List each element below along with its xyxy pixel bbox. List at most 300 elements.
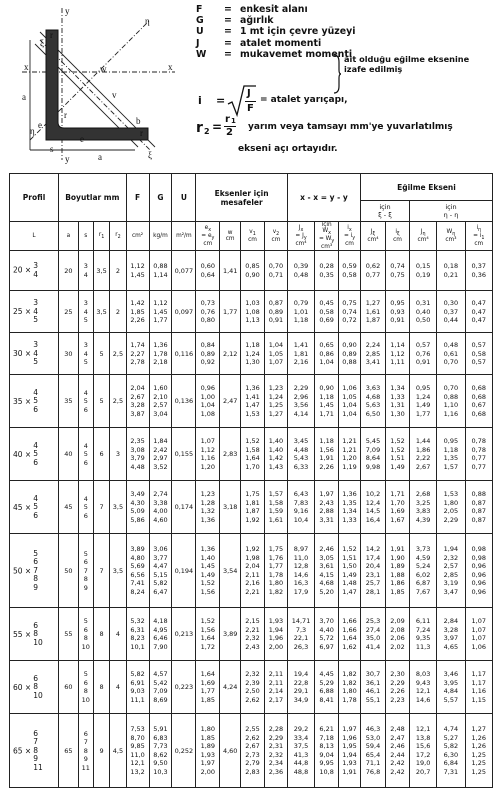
cell-e: 1,07 1,12 1,16 1,20 bbox=[196, 428, 220, 481]
cell-Wx: 0,65 0,86 1,04 bbox=[315, 333, 339, 375]
header-xx-yy: x - x = y - y bbox=[287, 174, 360, 222]
cell-r1: 3,5 bbox=[93, 291, 109, 333]
cell-e: 1,36 1,40 1,45 1,49 1,52 1,56 bbox=[196, 534, 220, 608]
cell-v2: 1,40 1,40 1,42 1,43 bbox=[265, 428, 288, 481]
cell-a: 45 bbox=[59, 481, 79, 534]
diagram-label: a bbox=[98, 152, 102, 162]
cell-Wx: 1,18 1,56 1,91 2,26 bbox=[315, 428, 339, 481]
cell-v1: 2,32 2,39 2,50 2,62 bbox=[241, 661, 265, 714]
cell-v1: 1,18 1,24 1,30 bbox=[241, 333, 265, 375]
cell-Wx: 0,28 0,35 bbox=[315, 251, 339, 291]
diagram-label: ξ bbox=[148, 150, 153, 160]
cell-v2: 2,28 2,29 2,31 2,32 2,34 2,36 bbox=[265, 714, 288, 788]
cell-ieta: 1,07 1,07 1,07 1,06 bbox=[465, 608, 492, 661]
cell-w: 2,12 bbox=[220, 333, 241, 375]
cell-w: 4,24 bbox=[220, 661, 241, 714]
cell-s: 4 5 6 bbox=[78, 481, 93, 534]
cell-ixi: 0,95 0,93 0,91 bbox=[386, 291, 410, 333]
cell-v2: 2,11 2,11 2,14 2,17 bbox=[265, 661, 288, 714]
cell-Wx: 0,45 0,58 0,69 bbox=[315, 291, 339, 333]
r2-formula: r 2 = r 1 2 yarım veya tamsayı mm'ye yuvarlatılmış bbox=[196, 114, 453, 138]
cell-U: 0,213 bbox=[172, 608, 196, 661]
profile-table bbox=[9, 173, 493, 788]
cell-G: 4,18 4,95 6,46 7,90 bbox=[149, 608, 172, 661]
profile-thickness-list: 3 4 5 bbox=[33, 340, 38, 367]
cell-ix: 1,52 1,51 1,50 1,49 1,48 1,47 bbox=[339, 534, 361, 608]
cell-w: 3,89 bbox=[220, 608, 241, 661]
r2-note: yarım veya tamsayı mm'ye yuvarlatılmış bbox=[248, 122, 453, 132]
cell-Jeta: 12,1 13,8 15,6 17,2 19,0 20,7 bbox=[409, 714, 436, 788]
legend-symbol: U bbox=[196, 26, 204, 38]
cell-F: 1,42 1,85 2,26 bbox=[126, 291, 149, 333]
cell-s: 6 7 8 9 11 bbox=[78, 714, 93, 788]
cell-Jx: 2,29 2,96 3,56 4,14 bbox=[287, 375, 314, 428]
profile-label: 30 × bbox=[13, 348, 32, 358]
legend-row: W = mukavemet momenti bbox=[196, 48, 353, 60]
cell-ieta: 1,17 1,17 1,16 1,15 bbox=[465, 661, 492, 714]
cell-Jx: 29,2 33,4 37,5 41,3 44,8 48,8 bbox=[287, 714, 314, 788]
diagram-label: r bbox=[140, 128, 143, 138]
diagram-label: a bbox=[22, 92, 26, 102]
profile-label: 50 × bbox=[13, 565, 32, 575]
cell-ixi: 1,34 1,33 1,31 1,30 bbox=[386, 375, 410, 428]
profile-label: 65 × bbox=[13, 745, 32, 755]
profile-thickness-list: 4 5 6 bbox=[33, 387, 38, 414]
header-egilme: Eğilme Ekseni bbox=[360, 174, 492, 201]
cell-Jeta: 0,31 0,40 0,50 bbox=[409, 291, 436, 333]
cell-F: 1,12 1,45 bbox=[126, 251, 149, 291]
cell-e: 1,64 1,69 1,77 1,85 bbox=[196, 661, 220, 714]
header-L: L bbox=[10, 222, 59, 251]
cell-ieta: 1,27 1,26 1,26 1,25 1,25 1,25 bbox=[465, 714, 492, 788]
cell-v2: 1,04 1,05 1,07 bbox=[265, 333, 288, 375]
legend-symbol: J bbox=[196, 37, 200, 49]
cell-U: 0,136 bbox=[172, 375, 196, 428]
cell-Weta: 0,30 0,37 0,44 bbox=[437, 291, 465, 333]
cell-Jxi: 5,45 7,09 8,64 9,98 bbox=[360, 428, 385, 481]
diagram-label: b bbox=[136, 116, 141, 126]
cell-s: 5 6 7 8 9 bbox=[78, 534, 93, 608]
cell-Weta: 2,84 3,28 3,97 4,65 bbox=[437, 608, 465, 661]
header-Jxi: $J_\xi$ cm⁴ bbox=[360, 222, 385, 251]
legend-row: F = enkesit alanı bbox=[196, 4, 308, 15]
cell-ixi: 2,30 2,29 2,26 2,23 bbox=[386, 661, 410, 714]
cell-r1: 5 bbox=[93, 375, 109, 428]
cell-Jeta: 6,11 7,24 9,35 11,3 bbox=[409, 608, 436, 661]
legend-row: J = atalet momenti bbox=[196, 37, 322, 49]
cell-Wx: 2,46 3,05 3,61 4,15 4,68 5,20 bbox=[315, 534, 339, 608]
cell-a: 30 bbox=[59, 333, 79, 375]
cell-U: 0,155 bbox=[172, 428, 196, 481]
cell-r1: 7 bbox=[93, 534, 109, 608]
cell-s: 3 4 5 bbox=[78, 291, 93, 333]
cell-profil bbox=[10, 291, 59, 333]
diagram-label: x bbox=[24, 62, 29, 72]
table-body bbox=[10, 251, 493, 788]
cell-G: 1,36 1,78 2,18 bbox=[149, 333, 172, 375]
cell-s: 4 5 6 bbox=[78, 375, 93, 428]
cell-ix: 1,21 1,21 1,20 1,19 bbox=[339, 428, 361, 481]
legend-row: G = ağırlık bbox=[196, 15, 274, 27]
cell-Jxi: 2,24 2,85 3,41 bbox=[360, 333, 385, 375]
cell-v2: 0,87 0,89 0,91 bbox=[265, 291, 288, 333]
cell-Jeta: 1,44 1,86 2,22 2,67 bbox=[409, 428, 436, 481]
cell-profil bbox=[10, 608, 59, 661]
cell-v1: 1,52 1,58 1,64 1,70 bbox=[241, 428, 265, 481]
legend-text: mukavemet momenti bbox=[240, 48, 353, 60]
header-U: U bbox=[172, 174, 196, 222]
cell-v2: 1,23 1,24 1,25 1,27 bbox=[265, 375, 288, 428]
cell-Jeta: 0,57 0,76 0,91 bbox=[409, 333, 436, 375]
cell-Weta: 0,18 0,21 bbox=[437, 251, 465, 291]
cell-Wx: 0,90 1,18 1,45 1,71 bbox=[315, 375, 339, 428]
header-r1: $r_1$ bbox=[93, 222, 109, 251]
cell-v1: 1,75 1,81 1,87 1,92 bbox=[241, 481, 265, 534]
table-row bbox=[10, 291, 493, 333]
diagram-label: e bbox=[80, 134, 84, 144]
diagram-label: y bbox=[65, 154, 70, 164]
cell-ixi: 1,14 1,12 1,11 bbox=[386, 333, 410, 375]
legend-symbol: W bbox=[196, 48, 207, 60]
cell-s: 4 5 6 bbox=[78, 428, 93, 481]
cell-e: 0,60 0,64 bbox=[196, 251, 220, 291]
cell-a: 60 bbox=[59, 661, 79, 714]
cell-ix: 1,97 1,96 1,95 1,94 1,93 1,91 bbox=[339, 714, 361, 788]
cell-ieta: 0,47 0,47 0,47 bbox=[465, 291, 492, 333]
header-e: $e_x$ = $e_y$ cm bbox=[196, 222, 220, 251]
header-Weta: $W_\eta$ cm³ bbox=[437, 222, 465, 251]
cell-ieta: 0,68 0,68 0,67 0,68 bbox=[465, 375, 492, 428]
cell-G: 5,91 6,83 7,73 8,62 9,50 10,3 bbox=[149, 714, 172, 788]
diagram-label: ξ bbox=[40, 38, 45, 48]
cell-U: 0,252 bbox=[172, 714, 196, 788]
cell-profil bbox=[10, 661, 59, 714]
header-Jeta: $J_\eta$ cm⁴ bbox=[409, 222, 436, 251]
cell-e: 1,80 1,85 1,89 1,93 1,97 2,00 bbox=[196, 714, 220, 788]
cell-ixi: 1,52 1,52 1,51 1,49 bbox=[386, 428, 410, 481]
fraction-line bbox=[245, 101, 256, 102]
cell-v1: 2,15 2,21 2,32 2,43 bbox=[241, 608, 265, 661]
profile-label: 45 × bbox=[13, 502, 32, 512]
cell-profil bbox=[10, 333, 59, 375]
cell-Wx: 4,45 5,29 6,88 8,41 bbox=[315, 661, 339, 714]
cell-G: 3,06 3,77 4,47 5,15 5,82 6,47 bbox=[149, 534, 172, 608]
cell-G: 1,84 2,42 2,97 3,52 bbox=[149, 428, 172, 481]
l-section-shape bbox=[46, 30, 148, 140]
cell-v1: 1,03 1,08 1,13 bbox=[241, 291, 265, 333]
diagram-label: w bbox=[100, 64, 107, 74]
cell-v1: 0,85 0,90 bbox=[241, 251, 265, 291]
cell-Weta: 4,74 5,27 5,82 6,30 6,84 7,31 bbox=[437, 714, 465, 788]
cell-r2: 2,5 bbox=[110, 375, 126, 428]
cell-Jx: 19,4 22,8 29,1 34,9 bbox=[287, 661, 314, 714]
cell-U: 0,116 bbox=[172, 333, 196, 375]
cell-Jeta: 2,68 3,25 3,83 4,39 bbox=[409, 481, 436, 534]
cell-e: 0,84 0,89 0,92 bbox=[196, 333, 220, 375]
profile-thickness-list: 6 8 10 bbox=[33, 620, 43, 647]
legend-text: ağırlık bbox=[240, 15, 274, 27]
cell-F: 5,82 6,91 9,03 11,1 bbox=[126, 661, 149, 714]
cell-r1: 3,5 bbox=[93, 251, 109, 291]
cell-Jx: 8,97 11,0 12,8 14,6 16,3 17,9 bbox=[287, 534, 314, 608]
cell-profil bbox=[10, 428, 59, 481]
cell-U: 0,077 bbox=[172, 251, 196, 291]
header-Wx: için $W_x$ = $W_y$ cm³ bbox=[315, 222, 339, 251]
header-w: w cm bbox=[220, 222, 241, 251]
cell-ieta: 0,98 0,98 0,96 0,96 0,96 0,96 bbox=[465, 534, 492, 608]
cell-profil bbox=[10, 714, 59, 788]
header-eksenler: Eksenler için mesafeler bbox=[196, 174, 288, 222]
legend-text: atalet momenti bbox=[240, 37, 322, 49]
cell-U: 0,223 bbox=[172, 661, 196, 714]
profile-label: 60 × bbox=[13, 682, 32, 692]
cell-w: 4,60 bbox=[220, 714, 241, 788]
cell-F: 2,04 2,67 3,28 3,87 bbox=[126, 375, 149, 428]
cell-Jxi: 46,3 53,0 59,4 65,4 71,1 76,8 bbox=[360, 714, 385, 788]
header-r2: $r_2$ bbox=[110, 222, 126, 251]
legend-list bbox=[196, 4, 496, 60]
cell-Jx: 1,41 1,81 2,16 bbox=[287, 333, 314, 375]
cell-F: 7,53 8,70 9,85 11,0 12,1 13,2 bbox=[126, 714, 149, 788]
cell-ix: 1,66 1,66 1,64 1,62 bbox=[339, 608, 361, 661]
cell-r2: 4 bbox=[110, 661, 126, 714]
cell-Jxi: 0,62 0,77 bbox=[360, 251, 385, 291]
cell-U: 0,174 bbox=[172, 481, 196, 534]
cell-Weta: 0,48 0,61 0,70 bbox=[437, 333, 465, 375]
profile-label: 40 × bbox=[13, 449, 32, 459]
profile-thickness-list: 6 7 8 9 11 bbox=[33, 728, 43, 772]
cell-e: 1,23 1,28 1,32 1,36 bbox=[196, 481, 220, 534]
cell-profil bbox=[10, 481, 59, 534]
cell-r1: 6 bbox=[93, 428, 109, 481]
header-Jx: $J_x$ = $J_y$ cm⁴ bbox=[287, 222, 314, 251]
cell-a: 40 bbox=[59, 428, 79, 481]
diagram-label: r bbox=[64, 110, 67, 120]
cell-U: 0,097 bbox=[172, 291, 196, 333]
table-row bbox=[10, 333, 493, 375]
cell-ix: 0,75 0,74 0,72 bbox=[339, 291, 361, 333]
cell-w: 3,54 bbox=[220, 534, 241, 608]
cell-Jxi: 14,2 17,4 20,4 23,1 25,7 28,1 bbox=[360, 534, 385, 608]
cell-Wx: 1,97 2,43 2,88 3,31 bbox=[315, 481, 339, 534]
cell-ix: 1,06 1,05 1,04 1,04 bbox=[339, 375, 361, 428]
angle-profile-diagram bbox=[0, 0, 196, 168]
header-profil: Profil bbox=[10, 174, 59, 222]
legend-symbol: G bbox=[196, 15, 204, 27]
diagram-label: x bbox=[168, 62, 173, 72]
cell-r2: 4 bbox=[110, 608, 126, 661]
diagram-label: s bbox=[50, 144, 54, 154]
header-F: F bbox=[126, 174, 149, 222]
header-unit-F: cm² bbox=[126, 222, 149, 251]
cell-Jx: 6,43 7,83 9,16 10,4 bbox=[287, 481, 314, 534]
cell-r1: 8 bbox=[93, 608, 109, 661]
cell-r2: 3 bbox=[110, 428, 126, 481]
cell-v1: 1,36 1,41 1,47 1,53 bbox=[241, 375, 265, 428]
cell-v1: 1,92 1,98 2,04 2,11 2,16 2,21 bbox=[241, 534, 265, 608]
cell-r1: 9 bbox=[93, 714, 109, 788]
header-s: s bbox=[78, 222, 93, 251]
cell-w: 1,77 bbox=[220, 291, 241, 333]
header-v1: $v_1$ cm bbox=[241, 222, 265, 251]
cell-Jx: 3,45 4,48 5,43 6,33 bbox=[287, 428, 314, 481]
cell-Jxi: 30,7 36,1 46,1 55,1 bbox=[360, 661, 385, 714]
header-unit-U: m²/m bbox=[172, 222, 196, 251]
cell-e: 1,52 1,56 1,64 1,72 bbox=[196, 608, 220, 661]
legend-text: 1 mt için çevre yüzeyi bbox=[240, 26, 356, 38]
cell-r2: 2 bbox=[110, 291, 126, 333]
cell-Jx: 0,79 1,01 1,18 bbox=[287, 291, 314, 333]
cell-ix: 1,36 1,35 1,34 1,33 bbox=[339, 481, 361, 534]
cell-r2: 4,5 bbox=[110, 714, 126, 788]
cell-Jeta: 8,03 9,43 12,1 14,6 bbox=[409, 661, 436, 714]
diagram-label: r bbox=[50, 30, 53, 40]
cell-ixi: 2,48 2,47 2,46 2,44 2,42 2,42 bbox=[386, 714, 410, 788]
profile-label: 20 × bbox=[13, 265, 32, 275]
legend-row: U = 1 mt için çevre yüzeyi bbox=[196, 26, 356, 38]
cell-w: 2,47 bbox=[220, 375, 241, 428]
table-row bbox=[10, 534, 493, 608]
table-row bbox=[10, 661, 493, 714]
diagram-label: v bbox=[112, 90, 117, 100]
cell-a: 35 bbox=[59, 375, 79, 428]
radius-formula: i = J F = atalet yarıçapı, bbox=[196, 84, 351, 118]
cell-ieta: 0,88 0,87 0,87 0,87 bbox=[465, 481, 492, 534]
cell-Weta: 0,95 1,18 1,35 1,57 bbox=[437, 428, 465, 481]
cell-Weta: 1,53 1,80 2,05 2,29 bbox=[437, 481, 465, 534]
table-row bbox=[10, 251, 493, 291]
cell-w: 2,83 bbox=[220, 428, 241, 481]
header-boyutlar: Boyutlar mm bbox=[59, 174, 127, 222]
cell-ixi: 1,71 1,70 1,69 1,67 bbox=[386, 481, 410, 534]
ekseni-note: ekseni açı ortayıdır. bbox=[238, 144, 338, 154]
cell-Jx: 0,39 0,48 bbox=[287, 251, 314, 291]
table-row bbox=[10, 481, 493, 534]
diagram-label: e bbox=[38, 120, 42, 130]
cell-profil bbox=[10, 251, 59, 291]
cell-a: 65 bbox=[59, 714, 79, 788]
cell-F: 3,49 4,30 5,09 5,86 bbox=[126, 481, 149, 534]
cell-ieta: 0,37 0,36 bbox=[465, 251, 492, 291]
cell-G: 1,60 2,10 2,57 3,04 bbox=[149, 375, 172, 428]
cell-Weta: 3,46 3,95 4,84 5,57 bbox=[437, 661, 465, 714]
cell-Jxi: 3,63 4,68 5,63 6,50 bbox=[360, 375, 385, 428]
cell-Jxi: 25,3 27,4 35,0 41,4 bbox=[360, 608, 385, 661]
cell-e: 0,73 0,76 0,80 bbox=[196, 291, 220, 333]
cell-s: 3 4 5 bbox=[78, 333, 93, 375]
cell-Jeta: 0,95 1,24 1,49 1,77 bbox=[409, 375, 436, 428]
cell-F: 2,35 3,08 3,79 4,48 bbox=[126, 428, 149, 481]
cell-Weta: 0,70 0,88 1,10 1,16 bbox=[437, 375, 465, 428]
cell-v2: 1,93 1,94 1,96 2,00 bbox=[265, 608, 288, 661]
cell-ieta: 0,78 0,78 0,77 0,77 bbox=[465, 428, 492, 481]
profile-label: 35 × bbox=[13, 396, 32, 406]
cell-v2: 0,70 0,71 bbox=[265, 251, 288, 291]
cell-Jeta: 0,15 0,19 bbox=[409, 251, 436, 291]
diagram-label: η bbox=[30, 126, 35, 136]
cell-w: 1,41 bbox=[220, 251, 241, 291]
cell-r2: 2,5 bbox=[110, 333, 126, 375]
cell-ieta: 0,57 0,58 0,57 bbox=[465, 333, 492, 375]
cell-ixi: 1,91 1,90 1,89 1,88 1,86 1,85 bbox=[386, 534, 410, 608]
profile-label: 25 × bbox=[13, 306, 32, 316]
cell-a: 25 bbox=[59, 291, 79, 333]
cell-F: 3,89 4,80 5,69 6,56 7,41 8,24 bbox=[126, 534, 149, 608]
header-ixi: $i_\xi$ cm bbox=[386, 222, 410, 251]
cell-ix: 1,82 1,82 1,80 1,78 bbox=[339, 661, 361, 714]
cell-ix: 0,59 0,58 bbox=[339, 251, 361, 291]
profile-thickness-list: 4 5 6 bbox=[33, 493, 38, 520]
cell-v2: 1,57 1,58 1,59 1,61 bbox=[265, 481, 288, 534]
cell-a: 55 bbox=[59, 608, 79, 661]
cell-Wx: 3,70 4,40 5,72 6,97 bbox=[315, 608, 339, 661]
table-row bbox=[10, 428, 493, 481]
cell-ixi: 0,74 0,75 bbox=[386, 251, 410, 291]
profile-thickness-list: 4 5 6 bbox=[33, 440, 38, 467]
cell-G: 0,88 1,14 bbox=[149, 251, 172, 291]
cell-Jx: 14,71 7,3 22,1 26,3 bbox=[287, 608, 314, 661]
cell-s: 5 6 8 10 bbox=[78, 661, 93, 714]
cell-Wx: 6,21 7,18 8,13 9,04 9,95 10,8 bbox=[315, 714, 339, 788]
legend-symbol: F bbox=[196, 4, 203, 15]
header-a: a bbox=[59, 222, 79, 251]
header-ix: $i_x$ = $i_y$ cm bbox=[339, 222, 361, 251]
cell-G: 4,57 5,42 7,09 8,69 bbox=[149, 661, 172, 714]
profile-thickness-list: 6 8 10 bbox=[33, 673, 43, 700]
diagram-label: η bbox=[145, 16, 150, 26]
cell-U: 0,194 bbox=[172, 534, 196, 608]
cell-profil bbox=[10, 534, 59, 608]
cell-s: 3 4 bbox=[78, 251, 93, 291]
cell-Jeta: 3,73 4,59 5,24 6,02 6,87 7,67 bbox=[409, 534, 436, 608]
cell-G: 2,74 3,38 4,00 4,60 bbox=[149, 481, 172, 534]
cell-r1: 7 bbox=[93, 481, 109, 534]
cell-a: 50 bbox=[59, 534, 79, 608]
cell-v1: 2,55 2,62 2,67 2,73 2,79 2,83 bbox=[241, 714, 265, 788]
cell-r2: 3,5 bbox=[110, 481, 126, 534]
header-area bbox=[0, 0, 500, 168]
header-v2: $v_2$ cm bbox=[265, 222, 288, 251]
cell-profil bbox=[10, 375, 59, 428]
cell-ix: 0,90 0,89 0,88 bbox=[339, 333, 361, 375]
cell-F: 5,32 6,31 8,23 10,1 bbox=[126, 608, 149, 661]
cell-G: 1,12 1,45 1,77 bbox=[149, 291, 172, 333]
header-ieta: $i_\eta$ = $i_1$ cm bbox=[465, 222, 492, 251]
cell-Weta: 1,94 2,32 2,57 2,85 3,19 3,47 bbox=[437, 534, 465, 608]
header-xi-xi: için ξ - ξ bbox=[360, 201, 409, 222]
header-unit-G: kg/m bbox=[149, 222, 172, 251]
header-eta-eta: için η - η bbox=[409, 201, 492, 222]
table-row bbox=[10, 608, 493, 661]
cell-s: 5 6 8 10 bbox=[78, 608, 93, 661]
profile-thickness-list: 5 6 7 8 9 bbox=[33, 548, 38, 592]
cell-a: 20 bbox=[59, 251, 79, 291]
profile-label: 55 × bbox=[13, 629, 32, 639]
cell-r2: 2 bbox=[110, 251, 126, 291]
cell-Jxi: 1,27 1,61 1,87 bbox=[360, 291, 385, 333]
diagram-label: y bbox=[65, 6, 70, 16]
cell-Jxi: 10,2 12,4 14,5 16,4 bbox=[360, 481, 385, 534]
profile-thickness-list: 3 4 5 bbox=[33, 298, 38, 325]
axis-note: ait olduğu eğilme eksenine izafe edilmiş bbox=[344, 54, 470, 74]
table-row bbox=[10, 375, 493, 428]
table-row bbox=[10, 714, 493, 788]
cell-e: 0,96 1,00 1,04 1,08 bbox=[196, 375, 220, 428]
cell-F: 1,74 2,27 2,78 bbox=[126, 333, 149, 375]
cell-r1: 8 bbox=[93, 661, 109, 714]
cell-ixi: 2,09 2,08 2,06 2,02 bbox=[386, 608, 410, 661]
cell-v2: 1,75 1,76 1,77 1,78 1,80 1,82 bbox=[265, 534, 288, 608]
